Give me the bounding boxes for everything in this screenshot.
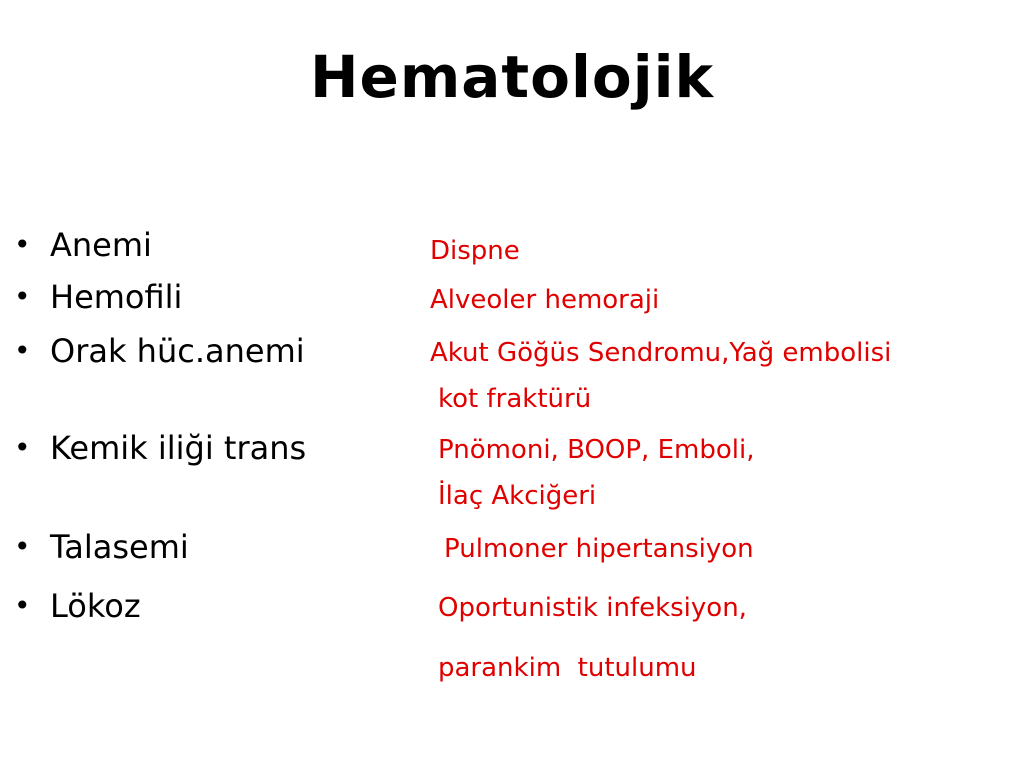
bullet-icon: • <box>14 589 31 622</box>
list-item <box>0 428 1024 468</box>
item-term: Anemi <box>50 226 152 264</box>
item-description-continuation: kot fraktürü <box>438 384 592 414</box>
list-item <box>0 586 1024 626</box>
bullet-icon: • <box>14 334 31 367</box>
list-item <box>0 277 1024 317</box>
bullet-icon: • <box>14 228 31 261</box>
bullet-icon: • <box>14 530 31 563</box>
bullet-icon: • <box>14 431 31 464</box>
item-description: Pulmoner hipertansiyon <box>444 534 754 564</box>
item-description: Dispne <box>430 236 520 266</box>
item-description-continuation: parankim tutulumu <box>438 653 697 683</box>
item-term: Talasemi <box>50 528 189 566</box>
list-item-continuation <box>0 648 1024 688</box>
item-description-continuation: İlaç Akciğeri <box>438 481 597 511</box>
item-description: Pnömoni, BOOP, Emboli, <box>438 435 755 465</box>
item-term: Hemofili <box>50 278 183 316</box>
list-item-continuation <box>0 476 1024 516</box>
item-term: Orak hüc.anemi <box>50 332 305 370</box>
item-term: Kemik iliği trans <box>50 429 307 467</box>
item-description: Alveoler hemoraji <box>430 285 660 315</box>
list-item <box>0 331 1024 371</box>
list-item <box>0 225 1024 265</box>
bullet-icon: • <box>14 280 31 313</box>
slide-title: Hematolojik <box>309 43 715 111</box>
item-description: Akut Göğüs Sendromu,Yağ embolisi <box>430 338 892 368</box>
item-description: Oportunistik infeksiyon, <box>438 593 747 623</box>
list-item-continuation <box>0 379 1024 419</box>
list-item <box>0 527 1024 567</box>
item-term: Lökoz <box>50 587 141 625</box>
